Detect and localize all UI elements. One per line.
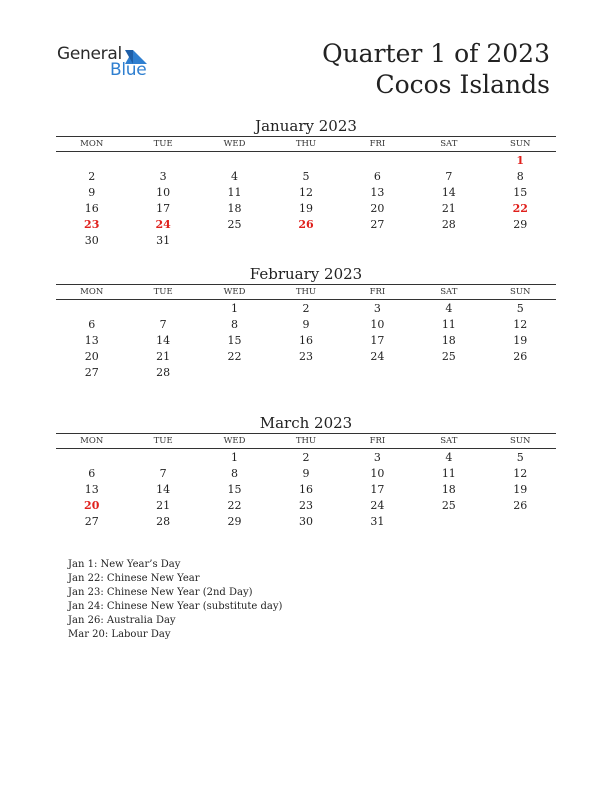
day-cell: 20 — [84, 349, 99, 363]
day-cell: 9 — [302, 317, 310, 331]
day-cell: 17 — [370, 482, 385, 496]
day-cell: 9 — [88, 185, 96, 199]
holiday-note: Jan 26: Australia Day — [68, 615, 176, 626]
logo-text-blue: Blue — [110, 60, 147, 80]
day-cell: 7 — [445, 169, 453, 183]
weekday-label: FRI — [369, 436, 386, 446]
day-cell: 11 — [227, 185, 242, 199]
week-row — [56, 200, 556, 216]
day-cell: 17 — [156, 201, 171, 215]
weekday-label: THU — [295, 436, 317, 446]
day-cell: 25 — [441, 349, 456, 363]
weekday-label: FRI — [369, 287, 386, 297]
day-cell: 28 — [156, 365, 171, 379]
holiday-day-cell: 23 — [84, 217, 100, 231]
weekday-label: SUN — [510, 436, 531, 446]
logo-text-general: General — [57, 44, 122, 64]
day-cell: 18 — [227, 201, 242, 215]
week-row — [56, 300, 556, 316]
day-cell: 15 — [513, 185, 528, 199]
weekday-header — [56, 433, 556, 449]
week-row — [56, 316, 556, 332]
day-cell: 13 — [370, 185, 385, 199]
day-cell: 10 — [370, 466, 385, 480]
holiday-note: Jan 24: Chinese New Year (substitute day) — [68, 601, 283, 612]
day-cell: 24 — [370, 498, 385, 512]
day-cell: 5 — [516, 301, 524, 315]
month-title: January 2023 — [255, 117, 357, 135]
weekday-label: WED — [223, 287, 246, 297]
week-row — [56, 168, 556, 184]
day-cell: 5 — [302, 169, 310, 183]
day-cell: 29 — [513, 217, 528, 231]
day-cell: 27 — [84, 514, 99, 528]
weekday-label: MON — [80, 139, 104, 149]
weekday-header — [56, 284, 556, 300]
week-row — [56, 497, 556, 513]
day-cell: 21 — [441, 201, 456, 215]
day-cell: 6 — [88, 317, 96, 331]
day-cell: 14 — [156, 333, 171, 347]
day-cell: 12 — [513, 317, 528, 331]
page-title — [322, 38, 550, 100]
holiday-note: Jan 22: Chinese New Year — [68, 573, 200, 584]
day-cell: 10 — [370, 317, 385, 331]
day-cell: 17 — [370, 333, 385, 347]
day-cell: 8 — [516, 169, 524, 183]
week-row — [56, 216, 556, 232]
holiday-notes — [68, 558, 282, 642]
day-cell: 31 — [156, 233, 171, 247]
day-cell: 31 — [370, 514, 385, 528]
day-cell: 8 — [231, 317, 239, 331]
day-cell: 24 — [370, 349, 385, 363]
day-cell: 19 — [513, 333, 528, 347]
day-cell: 3 — [373, 450, 381, 464]
day-cell: 19 — [513, 482, 528, 496]
weekday-label: SAT — [440, 436, 458, 446]
day-cell: 6 — [88, 466, 96, 480]
day-cell: 13 — [84, 333, 99, 347]
week-row — [56, 364, 556, 380]
day-cell: 28 — [441, 217, 456, 231]
title-quarter: Quarter 1 of 2023 — [322, 39, 550, 68]
weekday-label: THU — [295, 287, 317, 297]
day-cell: 26 — [513, 349, 528, 363]
day-cell: 11 — [441, 466, 456, 480]
holiday-day-cell: 24 — [155, 217, 171, 231]
week-row — [56, 449, 556, 465]
day-cell: 27 — [370, 217, 385, 231]
weekday-label: WED — [223, 436, 246, 446]
week-row — [56, 184, 556, 200]
week-row — [56, 232, 556, 248]
day-cell: 6 — [373, 169, 381, 183]
day-cell: 27 — [84, 365, 99, 379]
month-january — [56, 116, 556, 248]
day-cell: 2 — [88, 169, 96, 183]
day-cell: 2 — [302, 450, 310, 464]
weekday-header — [56, 136, 556, 152]
day-cell: 20 — [370, 201, 385, 215]
weekday-label: SUN — [510, 139, 531, 149]
day-cell: 16 — [298, 482, 313, 496]
day-cell: 7 — [159, 466, 167, 480]
week-row — [56, 332, 556, 348]
weekday-label: TUE — [153, 287, 173, 297]
week-row — [56, 465, 556, 481]
month-title: February 2023 — [249, 265, 363, 283]
holiday-day-cell: 20 — [84, 498, 100, 512]
weekday-label: THU — [295, 139, 317, 149]
holiday-note: Jan 1: New Year’s Day — [68, 559, 181, 570]
day-cell: 29 — [227, 514, 242, 528]
day-cell: 4 — [445, 450, 453, 464]
weekday-label: SAT — [440, 287, 458, 297]
day-cell: 12 — [298, 185, 313, 199]
day-cell: 30 — [84, 233, 99, 247]
day-cell: 3 — [373, 301, 381, 315]
day-cell: 11 — [441, 317, 456, 331]
day-cell: 2 — [302, 301, 310, 315]
holiday-day-cell: 1 — [516, 153, 525, 167]
day-cell: 4 — [231, 169, 239, 183]
title-country: Cocos Islands — [375, 70, 550, 99]
day-cell: 10 — [156, 185, 171, 199]
day-cell: 25 — [441, 498, 456, 512]
holiday-note: Mar 20: Labour Day — [68, 629, 171, 640]
day-cell: 22 — [227, 498, 242, 512]
day-cell: 15 — [227, 333, 242, 347]
day-cell: 16 — [84, 201, 99, 215]
day-cell: 15 — [227, 482, 242, 496]
day-cell: 18 — [441, 482, 456, 496]
week-row — [56, 481, 556, 497]
day-cell: 22 — [227, 349, 242, 363]
day-cell: 14 — [441, 185, 456, 199]
week-row — [56, 513, 556, 529]
weekday-label: TUE — [153, 436, 173, 446]
day-cell: 12 — [513, 466, 528, 480]
month-march — [56, 413, 556, 529]
month-february — [56, 264, 556, 380]
weekday-label: SAT — [440, 139, 458, 149]
day-cell: 30 — [298, 514, 313, 528]
day-cell: 25 — [227, 217, 242, 231]
day-cell: 28 — [156, 514, 171, 528]
weekday-label: MON — [80, 436, 104, 446]
day-cell: 1 — [231, 450, 239, 464]
generalblue-logo — [57, 44, 167, 84]
day-cell: 18 — [441, 333, 456, 347]
day-cell: 23 — [298, 498, 313, 512]
day-cell: 3 — [159, 169, 167, 183]
day-cell: 19 — [298, 201, 313, 215]
holiday-day-cell: 22 — [512, 201, 528, 215]
weekday-label: TUE — [153, 139, 173, 149]
weekday-label: WED — [223, 139, 246, 149]
day-cell: 9 — [302, 466, 310, 480]
week-row — [56, 152, 556, 168]
weekday-label: MON — [80, 287, 104, 297]
day-cell: 5 — [516, 450, 524, 464]
holiday-note: Jan 23: Chinese New Year (2nd Day) — [68, 587, 253, 598]
day-cell: 13 — [84, 482, 99, 496]
holiday-day-cell: 26 — [298, 217, 314, 231]
week-row — [56, 348, 556, 364]
day-cell: 26 — [513, 498, 528, 512]
day-cell: 21 — [156, 349, 171, 363]
month-title: March 2023 — [259, 414, 353, 432]
day-cell: 23 — [298, 349, 313, 363]
day-cell: 1 — [231, 301, 239, 315]
day-cell: 16 — [298, 333, 313, 347]
day-cell: 21 — [156, 498, 171, 512]
weekday-label: FRI — [369, 139, 386, 149]
day-cell: 8 — [231, 466, 239, 480]
day-cell: 4 — [445, 301, 453, 315]
weekday-label: SUN — [510, 287, 531, 297]
day-cell: 14 — [156, 482, 171, 496]
day-cell: 7 — [159, 317, 167, 331]
